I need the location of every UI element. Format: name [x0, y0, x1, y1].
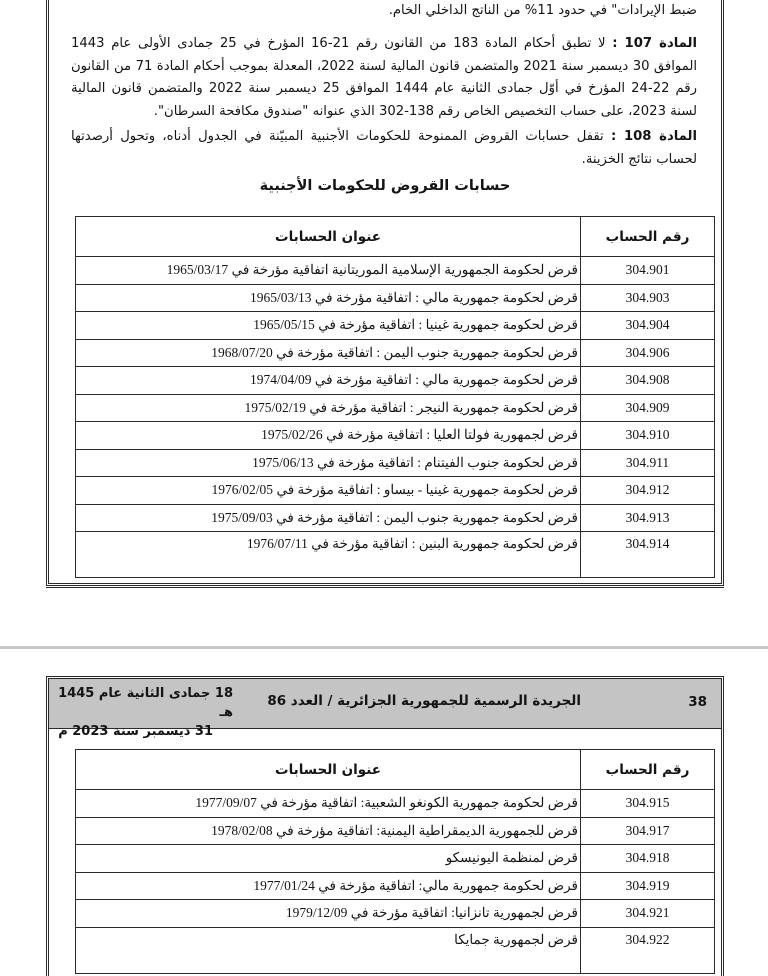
column-header-account-number: رقم الحساب — [581, 750, 715, 790]
account-number: 304.915 — [581, 790, 715, 818]
table-row — [76, 872, 715, 900]
article-107-label: المادة 107 : — [612, 36, 697, 51]
table-title: حسابات القروض للحكومات الأجنبية — [259, 178, 511, 194]
page-header — [49, 679, 721, 739]
document-page-bottom — [46, 676, 724, 976]
table-row — [76, 312, 715, 340]
account-number: 304.913 — [581, 504, 715, 532]
table-row — [76, 422, 715, 450]
column-header-account-number: رقم الحساب — [581, 217, 715, 257]
account-title: قرض لحكومة جمهورية البنين : اتفاقية مؤرخة في 1976/07/11 — [76, 532, 581, 578]
account-title: قرض لحكومة جمهورية غينيا - بيساو : اتفاقية مؤرخة في 1976/02/05 — [76, 477, 581, 505]
table-row — [76, 845, 715, 873]
gregorian-date: 31 ديسمبر سنة 2023 م — [58, 724, 213, 739]
account-number: 304.918 — [581, 845, 715, 873]
table-row — [76, 394, 715, 422]
table-row — [76, 449, 715, 477]
account-title: قرض لجمهورية فولتا العليا : اتفاقية مؤرخة في 1975/02/26 — [76, 422, 581, 450]
page-separator — [0, 646, 768, 649]
table-header-row — [76, 750, 715, 790]
table-row — [76, 257, 715, 285]
account-number: 304.906 — [581, 339, 715, 367]
account-title: قرض لحكومة جمهورية مالي : اتفاقية مؤرخة في 1974/04/09 — [76, 367, 581, 395]
table-row — [76, 477, 715, 505]
account-number: 304.914 — [581, 532, 715, 578]
table-header-row — [76, 217, 715, 257]
account-title: قرض لحكومة الجمهورية الإسلامية الموريتانية اتفاقية مؤرخة في 1965/03/17 — [76, 257, 581, 285]
account-number: 304.909 — [581, 394, 715, 422]
article-108-label: المادة 108 : — [611, 129, 697, 144]
column-header-account-title: عنوان الحسابات — [76, 217, 581, 257]
table-row — [76, 900, 715, 928]
account-title: قرض لحكومة جمهورية غينيا : اتفاقية مؤرخة في 1965/05/15 — [76, 312, 581, 340]
account-number: 304.921 — [581, 900, 715, 928]
article-108 — [71, 126, 697, 171]
account-number: 304.919 — [581, 872, 715, 900]
table-row — [76, 284, 715, 312]
article-107 — [71, 33, 697, 123]
table-row — [76, 532, 715, 578]
page-number: 38 — [688, 694, 707, 710]
table-row — [76, 339, 715, 367]
document-page-top — [46, 0, 724, 586]
account-number: 304.922 — [581, 927, 715, 973]
account-number: 304.911 — [581, 449, 715, 477]
accounts-table-top — [75, 216, 715, 578]
account-title: قرض لحكومة جمهورية جنوب اليمن : اتفاقية مؤرخة في 1968/07/20 — [76, 339, 581, 367]
account-title: قرض لجمهورية جمايكا — [76, 927, 581, 973]
account-title: قرض لحكومة جمهورية جنوب اليمن : اتفاقية مؤرخة في 1975/09/03 — [76, 504, 581, 532]
issue-date — [53, 684, 233, 741]
accounts-table-bottom — [75, 749, 715, 974]
paragraph-text: ضبط الإيرادات" في حدود 11% من الناتج الداخلي الخام. — [388, 3, 697, 18]
account-title: قرض لحكومة جمهورية مالي: اتفاقية مؤرخة في 1977/01/24 — [76, 872, 581, 900]
account-number: 304.904 — [581, 312, 715, 340]
account-number: 304.901 — [581, 257, 715, 285]
account-title: قرض لجمهورية تانزانيا: اتفاقية مؤرخة في 1979/12/09 — [76, 900, 581, 928]
table-row — [76, 504, 715, 532]
account-title: قرض لحكومة جنوب الفيتنام : اتفاقية مؤرخة في 1975/06/13 — [76, 449, 581, 477]
paragraph-continued — [71, 0, 697, 23]
account-number: 304.908 — [581, 367, 715, 395]
account-title: قرض للجمهورية الديمقراطية اليمنية: اتفاقية مؤرخة في 1978/02/08 — [76, 817, 581, 845]
account-title: قرض لحكومة جمهورية مالي : اتفاقية مؤرخة في 1965/03/13 — [76, 284, 581, 312]
article-108-text: تقفل حسابات القروض الممنوحة للحكومات الأجنبية المبيّنة في الجدول أدناه، وتحول أرصدتها لحساب نتائج الخزينة. — [71, 129, 697, 167]
table-row — [76, 790, 715, 818]
account-title: قرض لحكومة جمهورية الكونغو الشعبية: اتفاقية مؤرخة في 1977/09/07 — [76, 790, 581, 818]
article-107-text: لا تطبق أحكام المادة 183 من القانون رقم 21-16 المؤرخ في 25 جمادى الأولى عام 1443 الموافق 30 ديسمبر سنة 2021 والمتضمن قانون المالية لسنة 2022، المعدلة بموجب أحكام المادة 71 من القانون رقم 22-24 المؤرخ في أوّل جمادى الثانية عام 1444 الموافق 25 ديسمبر سنة 2022 والمتضمن قانون المالية لسنة 2023، على حساب التخصيص الخاص رقم 138-302 الذي عنوانه "صندوق مكافحة السرطان". — [71, 36, 698, 119]
account-number: 304.903 — [581, 284, 715, 312]
table-row — [76, 367, 715, 395]
account-number: 304.912 — [581, 477, 715, 505]
table-row — [76, 817, 715, 845]
account-title: قرض لحكومة جمهورية النيجر : اتفاقية مؤرخة في 1975/02/19 — [76, 394, 581, 422]
table-row — [76, 927, 715, 973]
account-number: 304.917 — [581, 817, 715, 845]
column-header-account-title: عنوان الحسابات — [76, 750, 581, 790]
journal-title: الجريدة الرسمية للجمهورية الجزائرية / العدد 86 — [267, 693, 581, 709]
account-title: قرض لمنظمة اليونيسكو — [76, 845, 581, 873]
hijri-date: 18 جمادى الثانية عام 1445 هـ — [58, 686, 233, 720]
account-number: 304.910 — [581, 422, 715, 450]
